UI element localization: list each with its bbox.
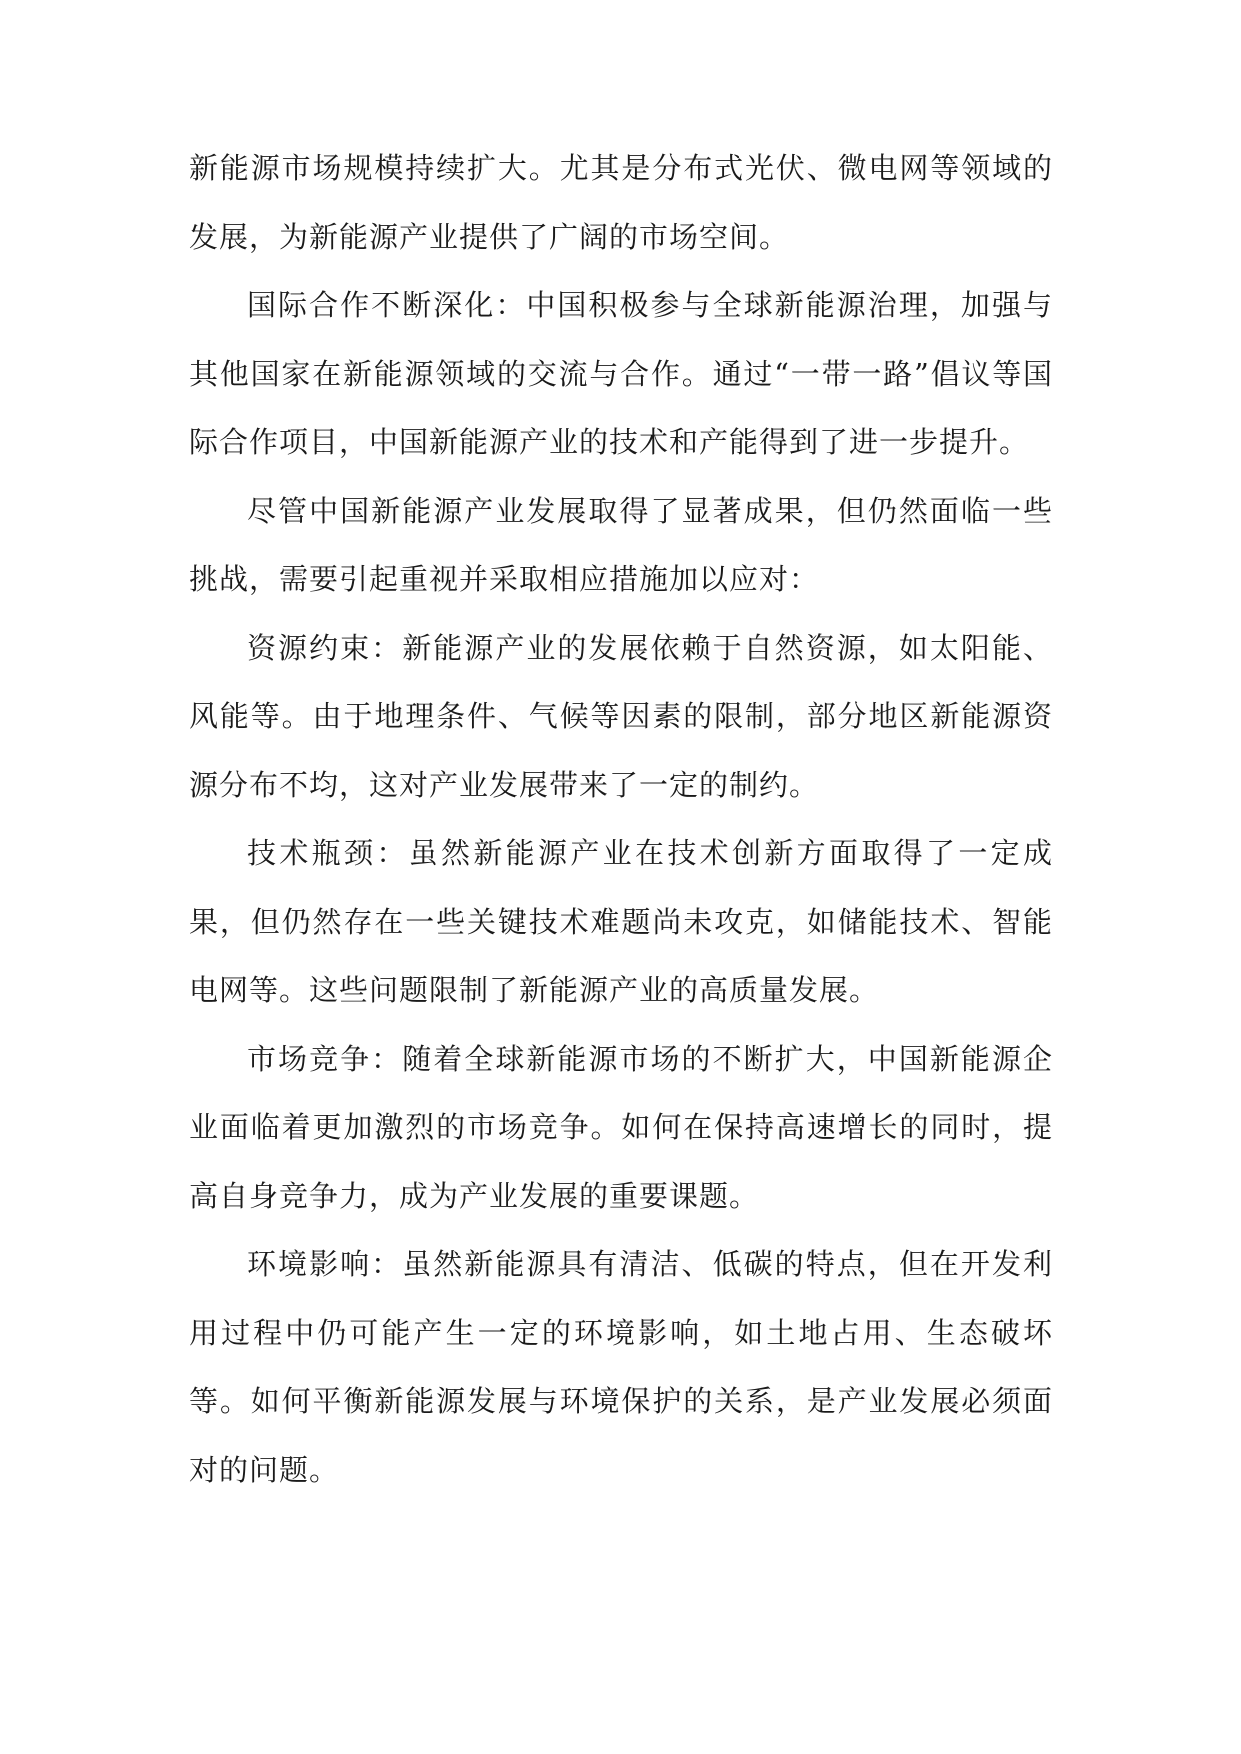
paragraph-market-competition: 市场竞争：随着全球新能源市场的不断扩大，中国新能源企业面临着更加激烈的市场竞争。如何在保持高速增长的同时，提高自身竞争力，成为产业发展的重要课题。 [189,1041,1053,1213]
paragraph-market-continuation: 新能源市场规模持续扩大。尤其是分布式光伏、微电网等领域的发展，为新能源产业提供了广阔的市场空间。 [189,151,1053,254]
document-body [189,134,1053,1504]
paragraph-technical-bottleneck: 技术瓶颈：虽然新能源产业在技术创新方面取得了一定成果，但仍然存在一些关键技术难题尚未攻克，如储能技术、智能电网等。这些问题限制了新能源产业的高质量发展。 [189,836,1053,1007]
paragraph-resource-constraints: 资源约束：新能源产业的发展依赖于自然资源，如太阳能、风能等。由于地理条件、气候等因素的限制，部分地区新能源资源分布不均，这对产业发展带来了一定的制约。 [189,630,1053,802]
paragraph-international-cooperation: 国际合作不断深化：中国积极参与全球新能源治理，加强与其他国家在新能源领域的交流与合作。通过“一带一路”倡议等国际合作项目，中国新能源产业的技术和产能得到了进一步提升。 [189,288,1053,459]
paragraph-environmental-impact: 环境影响：虽然新能源具有清洁、低碳的特点，但在开发利用过程中仍可能产生一定的环境影响，如土地占用、生态破坏等。如何平衡新能源发展与环境保护的关系，是产业发展必须面对的问题。 [189,1247,1053,1487]
paragraph-challenges-intro: 尽管中国新能源产业发展取得了显著成果，但仍然面临一些挑战，需要引起重视并采取相应措施加以应对： [189,493,1053,596]
